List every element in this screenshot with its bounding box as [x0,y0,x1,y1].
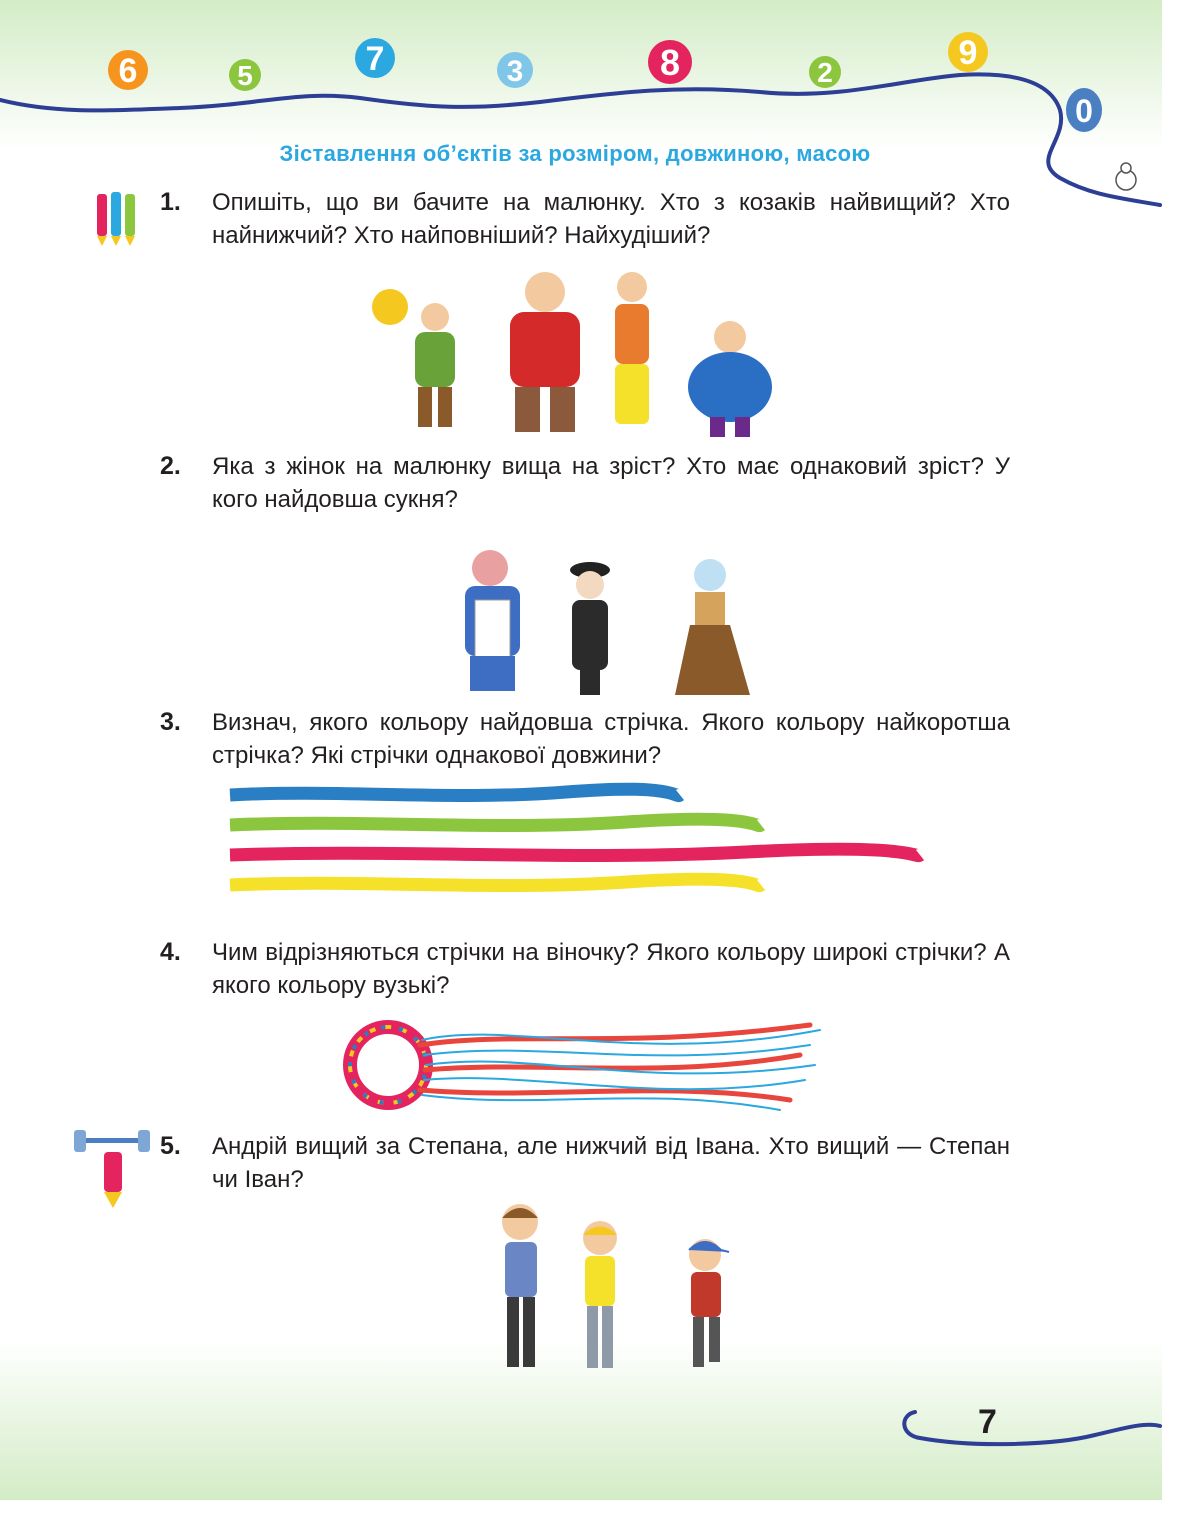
task-number: 5. [160,1132,181,1160]
ribbon-pink [230,849,920,855]
small-character [1116,163,1136,190]
cossack-short [372,289,455,427]
task-text: Яка з жінок на малюнку вища на зріст? Хто має однаковий зріст? У кого найдовша сукня? [212,453,1010,513]
wreath-illustration [340,1010,830,1120]
task-number: 1. [160,188,181,216]
task-number: 4. [160,938,181,966]
digit-nine-character [948,32,988,72]
task-5 [160,1130,1010,1196]
ribbon-green [230,819,761,825]
svg-text:9: 9 [958,34,978,72]
page-margin [1162,0,1190,1530]
ribbon-yellow [230,879,761,885]
footer-wave [895,1400,1165,1460]
task-3 [160,706,1010,772]
task-text: Чим відрізняються стрічки на віночку? Якого кольору широкі стрічки? А якого кольору вузькі? [212,939,1010,999]
digit-zero-character [1066,88,1102,132]
task-text: Опишіть, що ви бачите на малюнку. Хто з козаків найвищий? Хто найнижчий? Хто найповніший? Найхудіший? [212,189,1010,249]
digit-seven-character [355,38,395,78]
cossack-tall-red [510,272,580,432]
cossacks-illustration [370,262,800,442]
svg-text:3: 3 [506,55,524,88]
digit-eight-character [648,40,692,84]
digit-three-character [497,52,533,88]
women-illustration [440,540,770,700]
svg-text:5: 5 [237,60,253,91]
cossack-wide-blue [688,321,772,437]
task-2 [160,450,1010,516]
woman-long-dress [675,559,750,695]
boy-middle [583,1221,617,1368]
svg-text:8: 8 [659,42,681,83]
svg-text:2: 2 [817,57,833,88]
boys-illustration [485,1200,785,1380]
page-number: 7 [978,1403,997,1441]
task-1 [160,186,1010,252]
section-title: Зіставлення об’єктів за розміром, довжиною, масою [279,141,871,166]
cossack-thin-green [615,272,649,424]
weightlifter-pencil-icon [70,1122,155,1212]
pencils-icon [85,188,155,248]
flower-wreath [350,1027,426,1103]
woman-apron [465,550,520,691]
svg-text:0: 0 [1075,93,1093,129]
digit-six-character [108,50,148,90]
woman-black-coat [570,562,610,695]
page-margin-bottom [0,1500,1190,1530]
boy-tall [502,1204,538,1367]
ribbon-blue [230,789,680,795]
digit-five-character [229,59,261,91]
task-number: 2. [160,452,181,480]
svg-text:6: 6 [118,52,138,90]
task-4 [160,936,1010,1002]
task-text: Андрій вищий за Степана, але нижчий від Івана. Хто вищий — Степан чи Іван? [212,1133,1010,1193]
svg-text:7: 7 [365,40,385,78]
ribbons-illustration [225,780,935,900]
task-text: Визнач, якого кольору найдовша стрічка. Якого кольору найкоротша стрічка? Які стрічки однакової довжини? [212,709,1010,769]
task-number: 3. [160,708,181,736]
boy-short [689,1239,729,1367]
digit-two-character [809,56,841,88]
